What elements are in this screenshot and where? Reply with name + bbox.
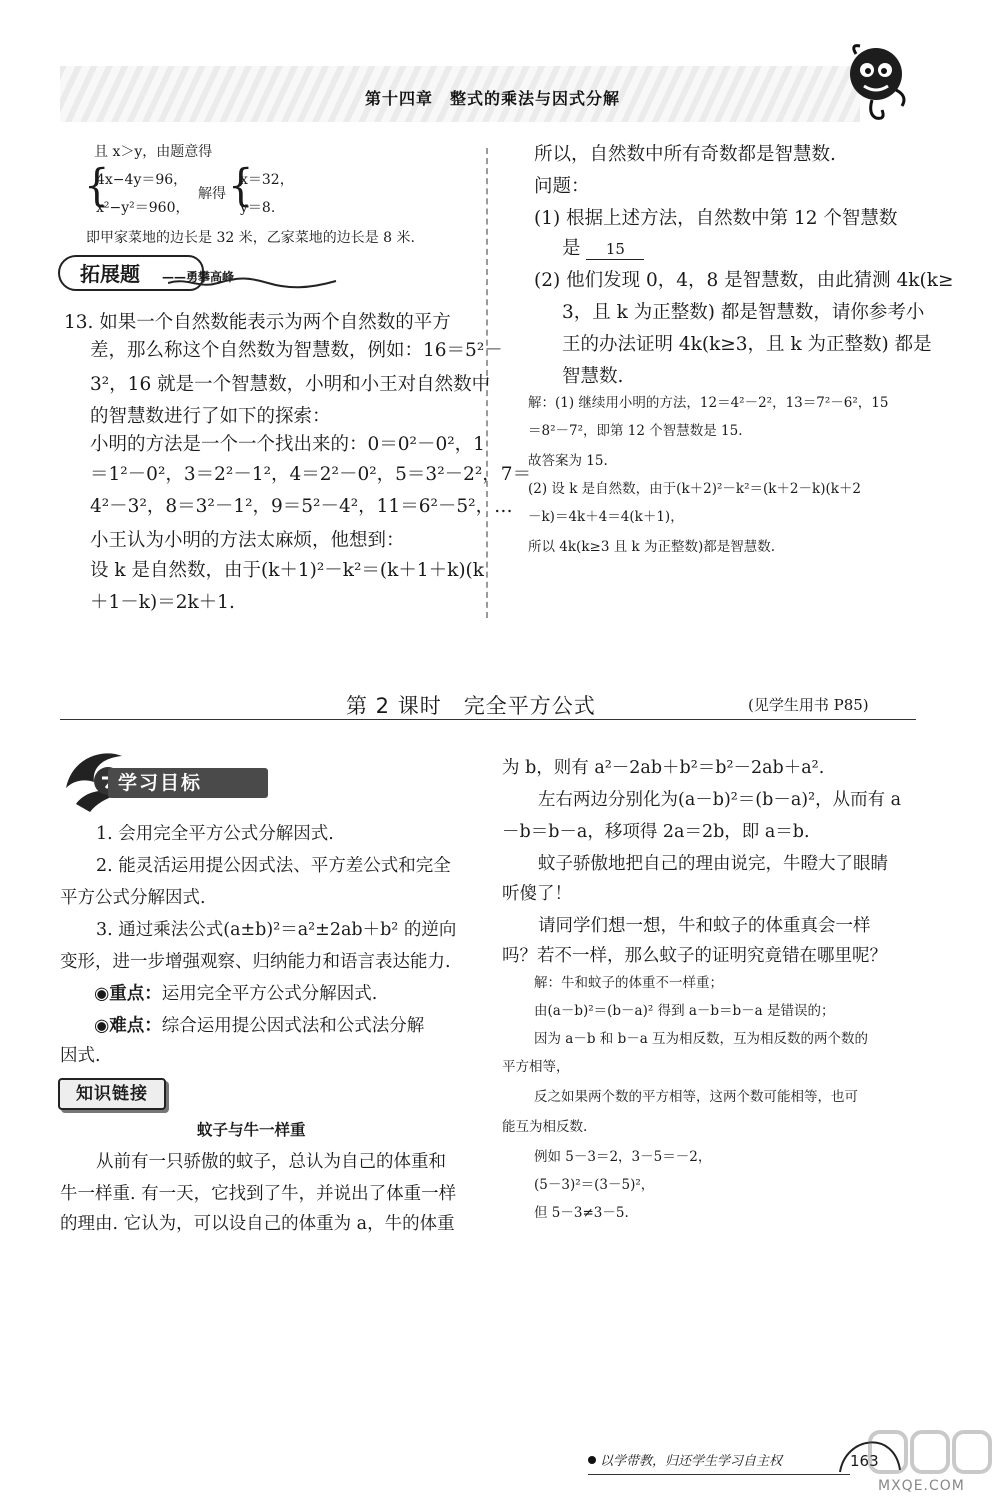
knowledge-badge: 知识链接 — [58, 1078, 166, 1110]
solution-line: －k)＝4k＋4＝4(k＋1)， — [528, 509, 684, 525]
problem-line: 4²－3²，8＝3²－1²，9＝5²－4²，11＝6²－5²，… — [90, 496, 513, 517]
footer-bullet — [588, 1456, 596, 1464]
result-y: y＝8. — [240, 200, 276, 216]
right-text-line: 所以，自然数中所有奇数都是智慧数. — [534, 144, 836, 165]
mascot-illustration — [836, 40, 916, 124]
problem-line: 小明的方法是一个一个找出来的：0＝0²－0²，1 — [90, 434, 485, 455]
q1-prefix: 是 — [562, 238, 581, 259]
story-right-line: 吗？若不一样，那么蚊子的证明究竟错在哪里呢？ — [502, 946, 887, 966]
story-right-line: 左右两边分别化为(a－b)²＝(b－a)²，从而有 a — [538, 790, 902, 810]
lesson-reference: (见学生用书 P85) — [748, 696, 869, 714]
story-line: 从前有一只骄傲的蚊子，总认为自己的体重和 — [96, 1152, 446, 1172]
q2-line: (2) 他们发现 0，4，8 是智慧数，由此猜测 4k(k≥ — [534, 270, 954, 291]
difficulty-point — [94, 1014, 424, 1038]
q1-answer: 15 — [586, 239, 644, 260]
problem-line: 的智慧数进行了如下的探索： — [90, 406, 331, 427]
lesson-title: 第 2 课时 完全平方公式 — [346, 694, 596, 718]
story-line: 牛一样重. 有一天，它找到了牛，并说出了体重一样 — [60, 1184, 457, 1204]
difficulty-text-cont: 因式. — [60, 1046, 101, 1066]
problem-line: ＋1－k)＝2k＋1. — [90, 592, 235, 613]
solution-line: 所以 4k(k≥3 且 k 为正整数)都是智慧数. — [528, 539, 776, 555]
story-answer-line: 例如 5－3＝2，3－5＝－2， — [534, 1149, 712, 1165]
solution-line: (2) 设 k 是自然数，由于(k＋2)²－k²＝(k＋2－k)(k＋2 — [528, 481, 862, 497]
q2-line: 智慧数. — [562, 366, 624, 387]
footer-rule — [588, 1474, 850, 1475]
story-line: 的理由. 它认为，可以设自己的体重为 a，牛的体重 — [60, 1214, 455, 1234]
system-eq-2: x²−y²＝960， — [96, 200, 190, 216]
story-answer-line: 但 5－3≠3－5. — [534, 1205, 629, 1221]
q2-line: 3，且 k 为正整数) 都是智慧数，请你参考小 — [562, 302, 925, 323]
story-answer-line: 平方相等， — [502, 1059, 570, 1075]
banner-subtitle: ——勇攀高峰 — [162, 270, 235, 284]
banner-title: 拓展题 — [80, 262, 140, 286]
key-label: ◉重点： — [94, 984, 162, 1004]
q2-line: 王的办法证明 4k(k≥3，且 k 为正整数) 都是 — [562, 334, 932, 355]
result-x: x＝32， — [240, 172, 294, 188]
story-answer-line: (5－3)²＝(3－5)²， — [534, 1177, 655, 1193]
story-right-line: 听傻了！ — [502, 884, 572, 904]
chapter-title: 第十四章 整式的乘法与因式分解 — [365, 89, 621, 108]
story-right-line: －b＝b－a，移项得 2a＝2b，即 a＝b. — [502, 822, 810, 842]
solution-line: 故答案为 15. — [528, 453, 608, 469]
watermark-text: MXQE.COM — [878, 1478, 965, 1494]
expand-banner — [58, 255, 298, 291]
question-1-answer-line — [562, 236, 644, 262]
solution-line: ＝8²－7²，即第 12 个智慧数是 15. — [528, 423, 743, 439]
goal-line: 3. 通过乘法公式(a±b)²＝a²±2ab＋b² 的逆向 — [96, 920, 457, 940]
problem-line: 小王认为小明的方法太麻烦，他想到： — [90, 530, 405, 551]
right-text-line: 问题： — [534, 176, 590, 197]
lesson-rule — [60, 719, 916, 720]
banner-swirl — [168, 275, 338, 289]
story-answer-line: 由(a－b)²＝(b－a)² 得到 a－b＝b－a 是错误的； — [534, 1003, 835, 1019]
story-answer-line: 解：牛和蚊子的体重不一样重； — [534, 975, 723, 991]
difficulty-text: 综合运用提公因式法和公式法分解 — [161, 1016, 425, 1036]
goal-line: 平方公式分解因式. — [60, 888, 206, 908]
story-title: 蚊子与牛一样重 — [197, 1121, 306, 1139]
story-right-line: 请同学们想一想，牛和蚊子的体重真会一样 — [538, 916, 871, 936]
solution-conclusion: 即甲家菜地的边长是 32 米，乙家菜地的边长是 8 米. — [86, 230, 415, 246]
problem-line: 13. 如果一个自然数能表示为两个自然数的平方 — [64, 312, 451, 333]
right-brace: { — [228, 160, 254, 212]
right-text-line: (1) 根据上述方法，自然数中第 12 个智慧数 — [534, 208, 898, 229]
solution-intro: 且 x＞y，由题意得 — [94, 144, 213, 160]
solution-line: 解：(1) 继续用小明的方法，12＝4²－2²，13＝7²－6²，15 — [528, 395, 889, 411]
left-brace: { — [84, 160, 110, 212]
solve-word: 解得 — [198, 186, 226, 202]
story-right-line: 为 b，则有 a²－2ab＋b²＝b²－2ab＋a². — [502, 758, 825, 778]
story-answer-line: 反之如果两个数的平方相等，这两个数可能相等，也可 — [534, 1089, 858, 1105]
page-number: 163 — [850, 1452, 879, 1470]
footer-slogan: 以学带教，归还学生学习自主权 — [600, 1454, 783, 1469]
goal-line: 变形，进一步增强观察、归纳能力和语言表达能力. — [60, 952, 451, 972]
problem-line: ＝1²－0²，3＝2²－1²，4＝2²－0²，5＝3²－2²，7＝ — [90, 464, 532, 485]
goals-badge: 学习目标 — [108, 768, 268, 798]
problem-line: 设 k 是自然数，由于(k＋1)²－k²＝(k＋1＋k)(k — [90, 560, 484, 581]
goal-line: 2. 能灵活运用提公因式法、平方差公式和完全 — [96, 856, 451, 876]
key-text: 运用完全平方公式分解因式. — [161, 984, 378, 1004]
story-answer-line: 因为 a－b 和 b－a 互为相反数，互为相反数的两个数的 — [534, 1031, 869, 1047]
goal-line: 1. 会用完全平方公式分解因式. — [96, 824, 334, 844]
problem-line: 3²，16 就是一个智慧数，小明和小王对自然数中 — [90, 374, 491, 395]
system-eq-1: 4x−4y＝96， — [96, 172, 188, 188]
difficulty-label: ◉难点： — [94, 1016, 162, 1036]
key-point — [94, 982, 377, 1006]
problem-line: 差，那么称这个自然数为智慧数，例如：16＝5²－ — [90, 340, 503, 361]
story-answer-line: 能互为相反数. — [502, 1119, 588, 1135]
story-right-line: 蚊子骄傲地把自己的理由说完，牛瞪大了眼睛 — [538, 854, 888, 874]
